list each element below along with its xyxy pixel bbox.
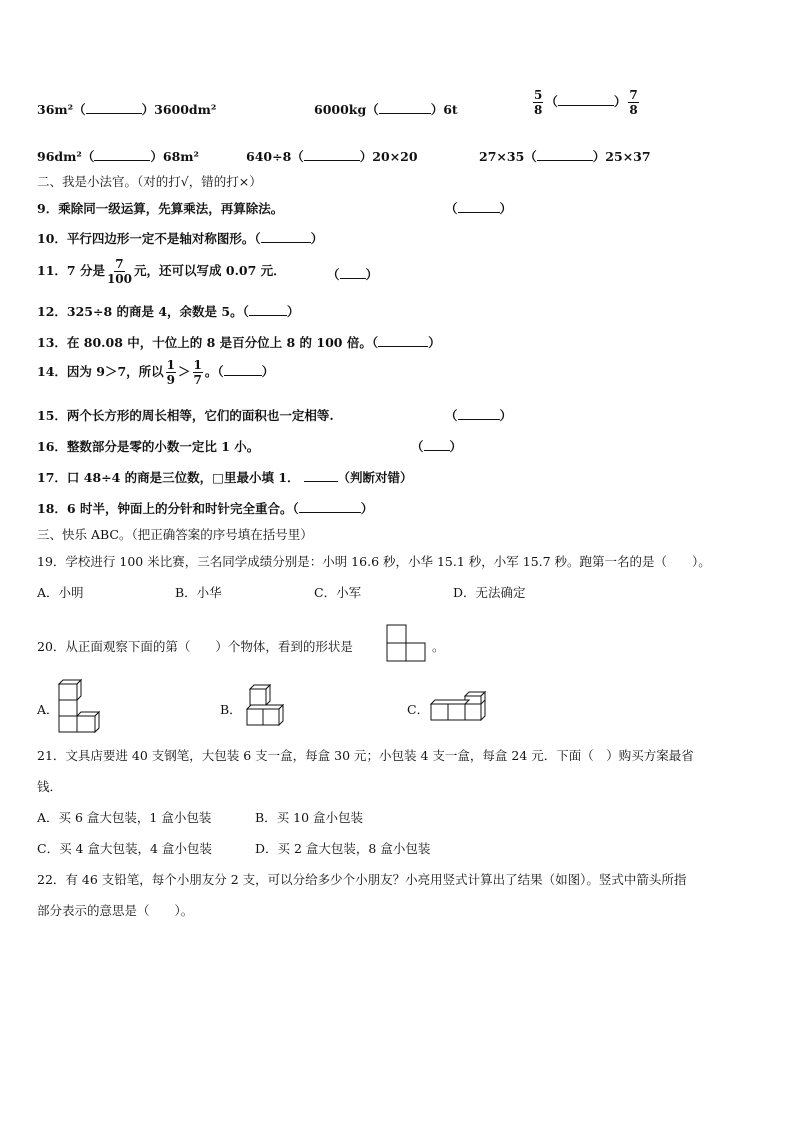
fraction: $\frac{1}{7}$ — [193, 358, 202, 387]
question-11: 11．7 分是 $\frac{7}{100}$ 元，还可以写成 0.07 元． — [37, 257, 286, 286]
question-20: 20．从正面观察下面的第（ ）个物体，看到的形状是 — [37, 639, 353, 654]
question-15: 15．两个长方形的周长相等，它们的面积也一定相等. — [37, 408, 334, 423]
answer-blank[interactable] — [94, 149, 150, 161]
compare-row1-a: 36m²（ ）3600dm² — [37, 102, 217, 117]
cube-stack-b-icon — [246, 684, 290, 726]
question-10: 10．平行四边形一定不是轴对称图形。（ ） — [37, 231, 324, 246]
question-20-end: 。 — [432, 639, 445, 654]
compare-row2-b: 640÷8（ ）20×20 — [246, 149, 418, 164]
q21-option-c[interactable]: C．买 4 盒大包装，4 盒小包装 — [37, 841, 212, 856]
fraction: $\frac{5}{8}$ — [534, 88, 543, 117]
compare-row1-b: 6000kg（ ）6t — [314, 102, 458, 117]
answer-paren-11: （ ） — [327, 267, 379, 282]
section3-heading: 三、快乐 ABC。（把正确答案的序号填在括号里） — [37, 527, 313, 542]
answer-paren-15: （ ） — [445, 408, 513, 423]
q20-option-c[interactable]: C． — [407, 702, 430, 717]
compare-row1-a-left: 36m² — [37, 102, 74, 117]
fraction: $\frac{7}{8}$ — [629, 88, 638, 117]
answer-blank[interactable] — [304, 149, 360, 161]
cube-stack-a-icon — [58, 679, 104, 735]
q20-option-a[interactable]: A． — [37, 702, 59, 717]
answer-blank[interactable] — [458, 408, 500, 420]
fraction: $\frac{7}{100}$ — [106, 257, 133, 286]
question-19: 19．学校进行 100 米比赛，三名同学成绩分别是：小明 16.6 秒，小华 15.1 秒，小军 15.7 秒。跑第一名的是（ ）。 — [37, 554, 711, 569]
answer-blank[interactable] — [249, 304, 287, 316]
answer-blank[interactable] — [86, 102, 142, 114]
section2-heading: 二、我是小法官。（对的打√，错的打×） — [37, 174, 262, 189]
q21-option-d[interactable]: D．买 2 盒大包装，8 盒小包装 — [255, 841, 431, 856]
answer-blank[interactable] — [558, 94, 614, 106]
question-22-line1: 22．有 46 支铅笔，每个小朋友分 2 支，可以分给多少个小朋友？小亮用竖式计算出了结果（如图）。竖式中箭头所指 — [37, 872, 687, 887]
question-17: 17．口 48÷4 的商是三位数，□里最小填 1． （判断对错） — [37, 470, 413, 485]
cube-row-c-icon — [430, 691, 490, 721]
compare-row1-a-right: 3600dm² — [154, 102, 217, 117]
fraction: $\frac{1}{9}$ — [166, 358, 176, 387]
answer-blank[interactable] — [379, 102, 431, 114]
question-21-line2: 钱． — [37, 779, 63, 794]
question-14: 14．因为 9＞7，所以 $\frac{1}{9}$ ＞ $\frac{1}{7}$ 。（ ） — [37, 358, 275, 387]
question-12: 12．325÷8 的商是 4，余数是 5。（ ） — [37, 304, 300, 319]
compare-row2-a: 96dm²（ ）68m² — [37, 149, 199, 164]
q21-option-b[interactable]: B．买 10 盒小包装 — [255, 810, 364, 825]
answer-blank[interactable] — [299, 501, 361, 513]
q19-option-b[interactable]: B．小华 — [175, 585, 222, 600]
answer-blank[interactable] — [340, 267, 366, 279]
compare-row2-c: 27×35（ ）25×37 — [479, 149, 651, 164]
q21-option-a[interactable]: A．买 6 盒大包装，1 盒小包装 — [37, 810, 212, 825]
answer-blank[interactable] — [378, 335, 428, 347]
q19-option-d[interactable]: D．无法确定 — [453, 585, 526, 600]
answer-blank[interactable] — [537, 149, 593, 161]
front-view-shape-icon — [386, 624, 426, 662]
q20-option-b[interactable]: B． — [220, 702, 242, 717]
answer-blank[interactable] — [261, 231, 311, 243]
question-18: 18．6 时半，钟面上的分针和时针完全重合。（ ） — [37, 501, 374, 516]
question-9: 9．乘除同一级运算，先算乘法，再算除法。 — [37, 201, 284, 216]
question-22-line2: 部分表示的意思是（ ）。 — [37, 903, 194, 918]
compare-row1-c: $\frac{5}{8}$ （ ） $\frac{7}{8}$ — [534, 88, 638, 117]
q19-option-a[interactable]: A．小明 — [37, 585, 84, 600]
answer-blank[interactable] — [458, 201, 500, 213]
answer-paren-9: （ ） — [445, 201, 513, 216]
q19-option-c[interactable]: C．小军 — [314, 585, 362, 600]
question-21-line1: 21．文具店要进 40 支钢笔，大包装 6 支一盒，每盒 30 元；小包装 4 支一盒，每盒 24 元．下面（ ）购买方案最省 — [37, 748, 694, 763]
answer-blank[interactable] — [304, 470, 338, 482]
answer-paren-16: （ ） — [411, 439, 463, 454]
answer-blank[interactable] — [424, 439, 450, 451]
answer-blank[interactable] — [224, 364, 262, 376]
question-13: 13．在 80.08 中，十位上的 8 是百分位上 8 的 100 倍。（ ） — [37, 335, 441, 350]
question-16: 16．整数部分是零的小数一定比 1 小。 — [37, 439, 260, 454]
